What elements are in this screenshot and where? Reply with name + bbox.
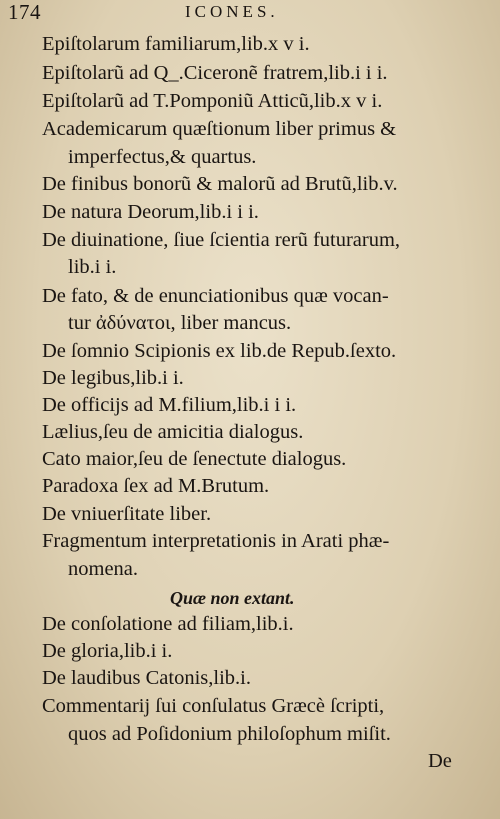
page-header bbox=[0, 0, 500, 24]
text-line: lib.i i. bbox=[68, 256, 117, 278]
section-subheading: Quæ non extant. bbox=[170, 588, 295, 608]
text-line: Paradoxa ſex ad M.Brutum. bbox=[42, 475, 270, 497]
text-line: De laudibus Catonis,lib.i. bbox=[42, 667, 251, 689]
text-line: Lælius,ſeu de amicitia dialogus. bbox=[42, 421, 304, 443]
running-head: ICONES. bbox=[185, 2, 279, 21]
text-line: quos ad Poſidonium philoſophum miſit. bbox=[68, 723, 391, 745]
text-line: Commentarij ſui conſulatus Græcè ſcripti, bbox=[42, 695, 385, 717]
text-line: imperfectus,& quartus. bbox=[68, 146, 257, 168]
text-line: Epiſtolarũ ad T.Pomponiũ Atticũ,lib.x v i. bbox=[42, 90, 383, 112]
text-line: De gloria,lib.i i. bbox=[42, 640, 173, 662]
text-line: De ſomnio Scipionis ex lib.de Repub.ſexto. bbox=[42, 340, 397, 362]
text-line: Cato maior,ſeu de ſenectute dialogus. bbox=[42, 448, 347, 470]
text-line: Epiſtolarum familiarum,lib.x v i. bbox=[42, 33, 310, 55]
text-line: De finibus bonorũ & malorũ ad Brutũ,lib.v. bbox=[42, 173, 398, 195]
text-line: De fato, & de enunciationibus quæ vocan- bbox=[42, 285, 389, 307]
text-line: De conſolatione ad filiam,lib.i. bbox=[42, 613, 294, 635]
text-line: Epiſtolarũ ad Q_.Ciceronẽ fratrem,lib.i i i. bbox=[42, 62, 388, 84]
text-line: Academicarum quæſtionum liber primus & bbox=[42, 118, 397, 140]
text-line: De officijs ad M.filium,lib.i i i. bbox=[42, 394, 297, 416]
text-line: tur ἀδύνατοι, liber mancus. bbox=[68, 312, 292, 334]
text-line: De vniuerſitate liber. bbox=[42, 503, 212, 525]
text-line: De natura Deorum,lib.i i i. bbox=[42, 201, 259, 223]
text-line: De diuinatione, ſiue ſcientia rerũ futurarum, bbox=[42, 229, 401, 251]
text-line: De legibus,lib.i i. bbox=[42, 367, 184, 389]
catchword: De bbox=[428, 750, 452, 772]
text-line: Fragmentum interpretationis in Arati phæ- bbox=[42, 530, 390, 552]
text-line: nomena. bbox=[68, 558, 139, 580]
page-number: 174 bbox=[8, 0, 41, 24]
